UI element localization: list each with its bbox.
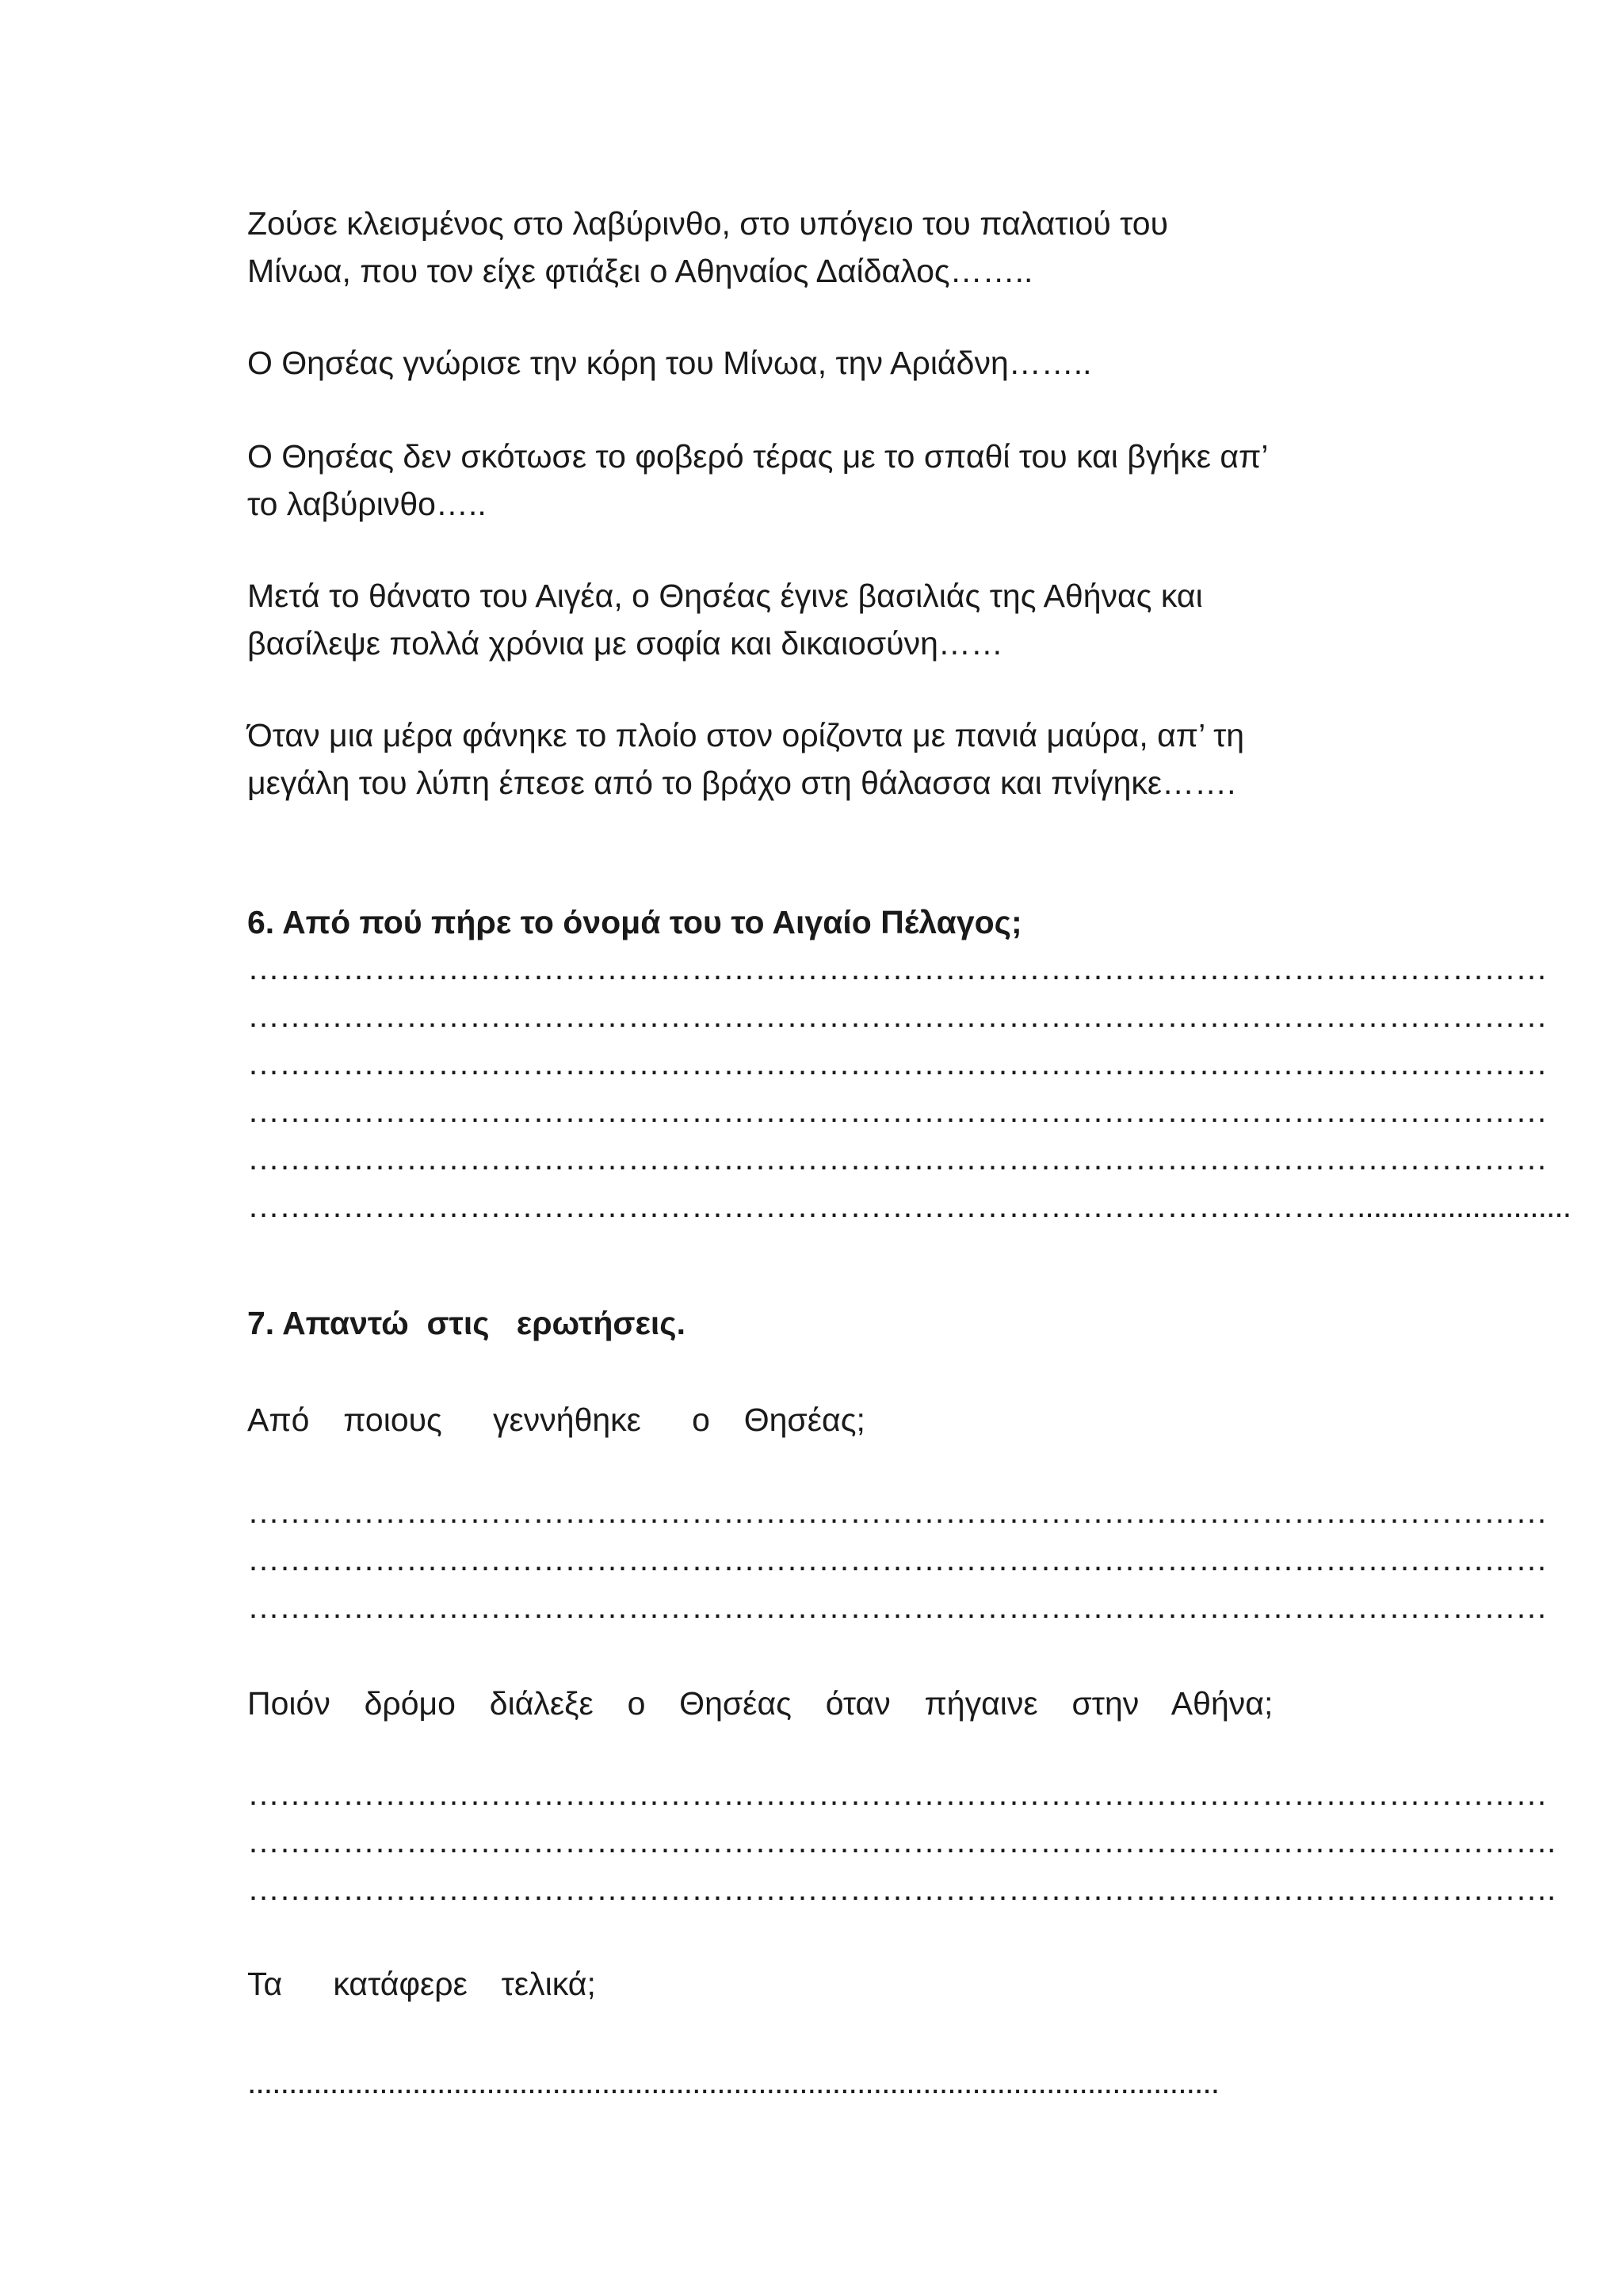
question-1-answer-line-3[interactable]: ……………………………………………………………………………………………………………: [247, 1589, 1547, 1625]
section-6-answer-line-6[interactable]: ……………………………………………………………………………………………..........................: [247, 1188, 1571, 1224]
statement-1-line-1: Ζούσε κλεισμένος στο λαβύρινθο, στο υπόγειο του παλατιού του: [247, 205, 1168, 242]
question-1-answer-line-2[interactable]: ……………………………………………………………………………………………………………: [247, 1541, 1547, 1577]
question-3-text: Τα κατάφερε τελικά;: [247, 1966, 596, 2002]
section-6-answer-line-2[interactable]: ……………………………………………………………………………………………………………: [247, 997, 1547, 1034]
question-1-answer-line-1[interactable]: ……………………………………………………………………………………………………………: [247, 1493, 1547, 1530]
question-2-answer-line-1[interactable]: ……………………………………………………………………………………………………………: [247, 1775, 1547, 1812]
question-2-text: Ποιόν δρόμο διάλεξε ο Θησέας όταν πήγαινε στην Αθήνα;: [247, 1685, 1274, 1722]
statement-3-line-2: το λαβύρινθο…..: [247, 486, 487, 522]
statement-3-line-1: Ο Θησέας δεν σκότωσε το φοβερό τέρας με το σπαθί του και βγήκε απ’: [247, 438, 1269, 475]
statement-4-line-2: βασίλεψε πολλά χρόνια με σοφία και δικαιοσύνη……: [247, 625, 1003, 662]
question-2-answer-line-2[interactable]: …………………………………………………………………………………………………………….: [247, 1823, 1556, 1859]
statement-5-line-1: Όταν μια μέρα φάνηκε το πλοίο στον ορίζοντα με πανιά μαύρα, απ’ τη: [247, 717, 1245, 753]
section-6-heading: 6. Από πού πήρε το όνομά του το Αιγαίο Πέλαγος;: [247, 904, 1022, 940]
section-7-heading: 7. Απαντώ στις ερωτήσεις.: [247, 1305, 685, 1341]
section-6-answer-line-5[interactable]: ……………………………………………………………………………………………………………: [247, 1140, 1547, 1177]
statement-1-line-2: Μίνωα, που τον είχε φτιάξει ο Αθηναίος Δαίδαλος……..: [247, 253, 1033, 289]
question-2-answer-line-3[interactable]: …………………………………………………………………………………………………………….: [247, 1871, 1556, 1907]
question-1-text: Από ποιους γεννήθηκε ο Θησέας;: [247, 1402, 865, 1438]
section-6-answer-line-1[interactable]: ……………………………………………………………………………………………………………: [247, 950, 1547, 986]
section-6-answer-line-3[interactable]: ……………………………………………………………………………………………………………: [247, 1045, 1547, 1081]
statement-2-line-1: Ο Θησέας γνώρισε την κόρη του Μίνωα, την Αριάδνη……..: [247, 345, 1092, 381]
statement-4-line-1: Μετά το θάνατο του Αιγέα, ο Θησέας έγινε βασιλιάς της Αθήνας και: [247, 578, 1203, 614]
statement-5-line-2: μεγάλη του λύπη έπεσε από το βράχο στη θάλασσα και πνίγηκε…….: [247, 765, 1236, 801]
section-6-answer-line-4[interactable]: ……………………………………………………………………………………………………………: [247, 1093, 1547, 1129]
question-3-answer-line-1[interactable]: ......................................................................................................................: [247, 2064, 1220, 2100]
